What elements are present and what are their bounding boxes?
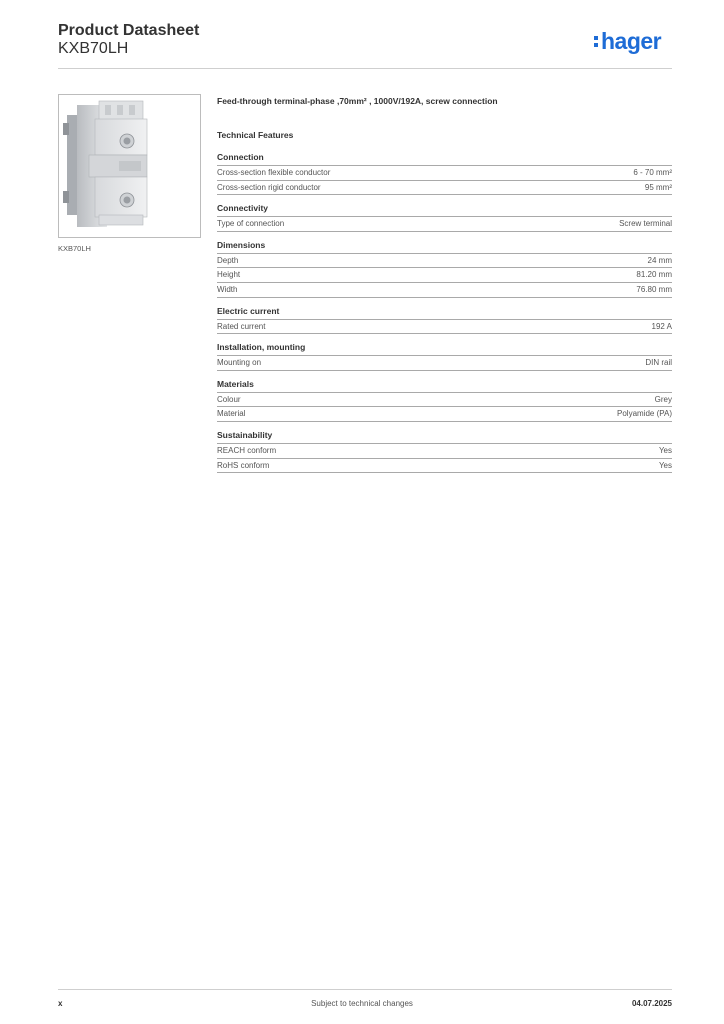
technical-data [217, 96, 672, 481]
section-title: Materials [217, 378, 254, 389]
spec-row [217, 165, 672, 180]
product-code: KXB70LH [58, 40, 129, 57]
spec-value: Yes [658, 445, 672, 455]
section-title: Connectivity [217, 203, 269, 214]
header-divider [58, 68, 672, 69]
spec-row [217, 253, 672, 268]
section-title: Sustainability [217, 429, 273, 440]
spec-value: 192 A [651, 321, 672, 331]
section-dimensions [217, 240, 672, 298]
spec-value: 24 mm [647, 255, 672, 265]
spec-value: 95 mm² [644, 182, 672, 192]
section-connectivity [217, 203, 672, 232]
section-title: Dimensions [217, 239, 266, 250]
spec-label: Rated current [217, 321, 266, 331]
spec-row [217, 180, 672, 196]
spec-row [217, 216, 672, 232]
spec-label: Cross-section flexible conductor [217, 168, 331, 177]
spec-label: Depth [217, 255, 239, 265]
spec-label: Width [217, 284, 238, 294]
spec-row [217, 443, 672, 458]
section-title: Electric current [217, 305, 280, 316]
spec-label: Material [217, 409, 246, 419]
spec-value: 81.20 mm [636, 270, 672, 280]
spec-row [217, 406, 672, 422]
hager-logo [594, 28, 661, 55]
section-title: Installation, mounting [217, 342, 306, 353]
spec-label: Colour [217, 394, 241, 404]
technical-features-heading: Technical Features [217, 130, 294, 140]
section-sustainability [217, 430, 672, 473]
spec-label: Height [217, 270, 241, 280]
spec-value: DIN rail [645, 358, 672, 368]
section-electric-current [217, 306, 672, 335]
section-title: Connection [217, 152, 264, 162]
spec-row [217, 392, 672, 407]
spec-row [217, 319, 672, 335]
product-image [58, 94, 201, 238]
spec-value: Yes [658, 460, 672, 470]
page-title: Product Datasheet [58, 22, 200, 39]
spec-value: 76.80 mm [636, 284, 672, 294]
image-caption: KXB70LH [58, 244, 91, 253]
footer-date: 04.07.2025 [631, 999, 672, 1008]
logo-dots-icon [594, 35, 599, 49]
section-installation-mounting [217, 342, 672, 371]
footer-disclaimer: Subject to technical changes [311, 999, 413, 1008]
spec-value: 6 - 70 mm² [633, 168, 672, 177]
footer-page-marker: x [58, 999, 63, 1008]
spec-value: Screw terminal [619, 219, 672, 229]
section-materials [217, 379, 672, 422]
spec-label: Cross-section rigid conductor [217, 182, 321, 192]
section-connection [217, 152, 672, 195]
spec-label: Type of connection [217, 219, 285, 229]
spec-row [217, 458, 672, 474]
spec-row [217, 282, 672, 298]
logo-text: hager [601, 28, 662, 54]
spec-row [217, 267, 672, 282]
spec-value: Grey [654, 394, 672, 404]
spec-label: REACH conform [217, 445, 277, 455]
spec-label: RoHS conform [217, 460, 270, 470]
footer-divider [58, 989, 672, 990]
spec-row [217, 355, 672, 371]
spec-label: Mounting on [217, 358, 262, 368]
terminal-block-illustration [59, 95, 200, 237]
spec-value: Polyamide (PA) [617, 409, 672, 419]
product-description: Feed-through terminal-phase ,70mm² , 1000V/192A, screw connection [217, 96, 498, 106]
